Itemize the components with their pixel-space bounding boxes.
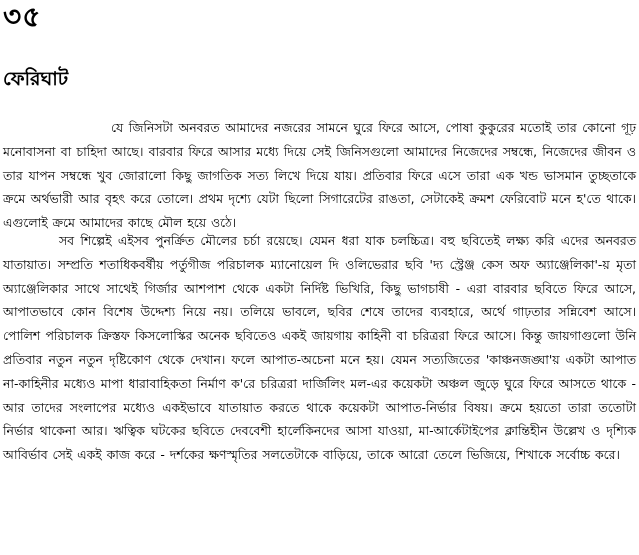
chapter-number: ৩৫ <box>3 0 42 33</box>
body-paragraph: যে জিনিসটা অনবরত আমাদের নজরের সামনে ঘুরে ফিরে আসে, পোষা কুকুরের মতোই তার কোনো গূঢ় মনোবাসনা বা চাহিদা আছে। বারবার ফিরে আসার মধ্যে দিয়ে সেই জিনিসগুলো আমাদের নিজেদের সম্বন্ধে, নিজেদের জীবন ও তার যাপন সম্বন্ধে খুব জোরালো কিছু জাগতিক সত্য লিখে দিয়ে যায়। প্রতিবার ফিরে এসে তারা এক খন্ড ভাসমান তুচ্ছতাকে ক্রমে অর্থভারী আর বৃহৎ করে তোলে। প্রথম দৃশ্যে যেটা ছিলো সিগারেটের রাঙতা, সেটাকেই ক্রমশ ফেরিবোট মনে হ'তে থাকে। এগুলোই ক্রমে আমাদের কাছে মৌল হয়ে ওঠে। <box>3 120 636 231</box>
section-title: ফেরিঘাট <box>3 68 69 90</box>
body-paragraph: সব শিল্পেই এইসব পুনর্ক্রিত মৌলের চর্চা রয়েছে। যেমন ধরা যাক চলচ্চিত্র। বহু ছবিতেই লক্ষ্য করি এদের অনবরত যাতায়াত। সম্প্রতি শতাধিকবর্ষীয় পর্তুগীজ পরিচালক ম্যানোয়েল দি ওলিভেরার ছবি 'দ্য স্ট্রেঞ্জ কেস অফ অ্যাঞ্জেলিকা'-য় মৃতা অ্যাঞ্জেলিকার সাথে সাথেই গির্জার আশপাশ থেকে একটা নির্দিষ্ট ভিখিরি, কিছু ভাগচাষী - এরা বারবার ছবিতে ফিরে আসে, আপাতভাবে কোন বিশেষ উদ্দেশ্য নিয়ে নয়। তলিয়ে ভাবলে, ছবির শেষে তাদের ব্যবহারে, অর্থে গাঢ়তার সন্নিবেশ আসে। পোলিশ পরিচালক ক্রিস্তফ কিসলোস্কির অনেক ছবিতেও একই জায়গায় কাহিনী বা চরিত্ররা ফিরে আসে। কিন্তু জায়গাগুলো উনি প্রতিবার নতুন নতুন দৃষ্টিকোণ থেকে দেখান। ফলে আপাত-অচেনা মনে হয়। যেমন সত্যজিতের 'কাঞ্চনজঙ্ঘা'য় একটা আপাত না-কাহিনীর মধ্যেও মাপা ধারাবাহিকতা নির্মাণ ক'রে চরিত্ররা দার্জিলিং মল-এর কয়েকটা অঞ্চল জুড়ে ঘুরে ফিরে আসতে থাকে - আর তাদের সংলাপের মধ্যেও একইভাবে যাতায়াত করতে থাকে কয়েকটা আপাত-নির্ভার বিষয়। ক্রমে হয়তো তারা ততোটা নির্ভার থাকেনা আর। ঋত্বিক ঘটকের ছবিতে দেববেশী হার্লেকিনদের আসা যাওয়া, মা-আর্কেটাইপের ক্লান্তিহীন উল্লেখ ও দৃশ্যিক আবির্ভাব সেই একই কাজ করে - দর্শকের ক্ষণস্মৃতির সলতেটাকে বাড়িয়ে, তাকে আরো তেলে ভিজিয়ে, শিখাকে সর্বোচ্চ করে। <box>3 233 636 463</box>
